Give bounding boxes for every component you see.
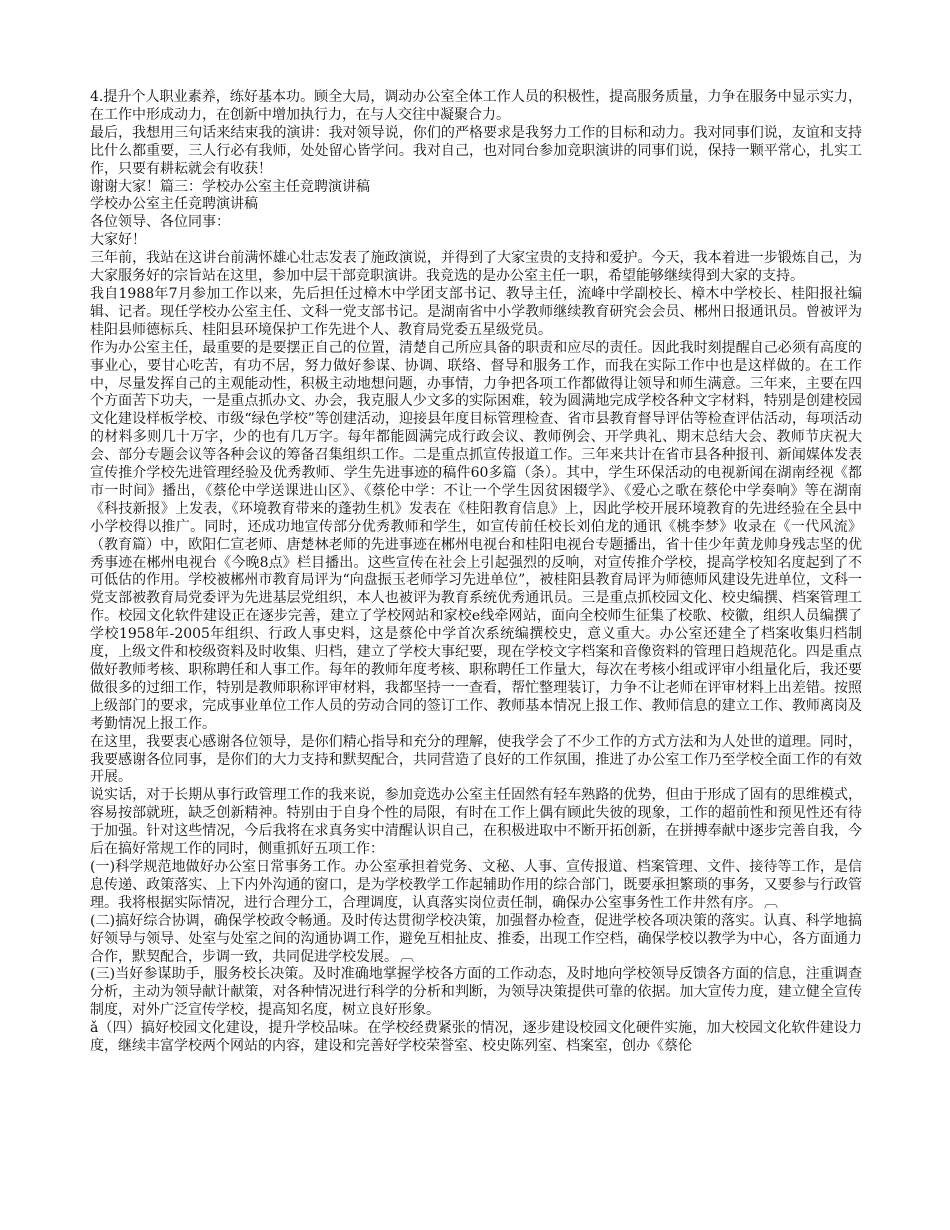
paragraph-2: 最后，我想用三句话来结束我的演讲：我对领导说，你们的严格要求是我努力工作的目标和动力。我对同事们说，友谊和支持比什么都重要，三人行必有我师，处处留心皆学问。我对自己，也对同台参加竞职演讲的同事们说，保持一颗平常心，扎实工作，只要有耕耘就会有收获！ bbox=[90, 124, 862, 177]
lead-glyph: ǎ bbox=[90, 1020, 99, 1037]
paragraph-11: 说实话，对于长期从事行政管理工作的我来说，参加竞选办公室主任固然有轻车熟路的优势，但由于形成了固有的思维模式，容易按部就班，缺乏创新精神。特别由于自身个性的局限，有时在工作上偶有顾此失彼的现象，工作的超前性和预见性还有待于加强。针对这些情况，今后我将在求真务实中清醒认识自己，在积极进取中不断开拓创新，在拼搏奉献中逐步完善自我，今后在搞好常规工作的同时，侧重抓好五项工作： bbox=[90, 787, 862, 858]
paragraph-4: 学校办公室主任竞聘演讲稿 bbox=[90, 196, 258, 213]
paragraph-9: 作为办公室主任，最重要的是要摆正自己的位置，清楚自己所应具备的职责和应尽的责任。因此我时刻提醒自己必须有高度的事业心，要甘心吃苦，有功不居，努力做好参谋、协调、联络、督导和服务工作，而我在实际工作中也是这样做的。在工作中，尽量发挥自己的主观能动性，积极主动地想问题，办事情，力争把各项工作都做得让领导和师生满意。三年来，主要在四个方面苦下功夫，一是重点抓办文、办会，我克服人少文多的实际困难，较为圆满地完成学校各种文字材料，特别是创建校园文化建设样板学校、市级“绿色学校”等创建活动，迎接县年度目标管理检查、省市县教育督导评估等检查评估活动，每项活动的材料多则几十万字，少的也有几万字。每年都能圆满完成行政会议、教师例会、开学典礼、期末总结大会、教师节庆祝大会、部分专题会议等各种会议的筹备召集组织工作。二是重点抓宣传报道工作。三年来共计在省市县各种报刊、新闻媒体发表宣传推介学校先进管理经验及优秀教师、学生先进事迹的稿件60多篇（条）。其中，学生环保活动的电视新闻在湖南经视《都市一时间》播出，《蔡伦中学送课进山区》、《蔡伦中学：不让一个学生因贫困辍学》、《爱心之歌在蔡伦中学奏响》等在湖南《科技新报》上发表，《环境教育带来的蓬勃生机》发表在《桂阳教育信息》上，因此学校开展环境教育的先进经验在全县中小学校得以推广。同时，还成功地宣传部分优秀教师和学生，如宣传前任校长刘伯龙的通讯《桃李梦》收录在《一代风流》（教育篇）中，欧阳仁宣老师、唐楚林老师的先进事迹在郴州电视台和桂阳电视台专题播出，省十佳少年黄龙帅身残志坚的优秀事迹在郴州电视台《今晚8点》栏目播出。这些宣传在社会上引起强烈的反响，对宣传推介学校，提高学校知名度起到了不可低估的作用。学校被郴州市教育局评为“向盘振玉老师学习先进单位”，被桂阳县教育局评为师德师风建设先进单位，文科一党支部被教育局党委评为先进基层党组织，本人也被评为教育系统优秀通讯员。三是重点抓校园文化、校史编撰、档案管理工作。校园文化软件建设正在逐步完善，建立了学校网站和家校e线牵网站，面向全校师生征集了校歌、校徽，组织人员编撰了学校1958年-2005年组织、行政人事史料，这是蔡伦中学首次系统编撰校史，意义重大。办公室还建全了档案收集归档制度，上级文件和校级资料及时收集、归档，建立了学校大事纪要，现在学校文字档案和音像资料的管理日趋规范化。四是重点做好教师考核、职称聘任和人事工作。每年的教师年度考核、职称聘任工作量大，每次在考核小组或评审小组量化后，我还要做很多的过细工作，特别是教师职称评审材料，我都坚持一一查看，帮忙整理装订，力争不让老师在评审材料上出差错。按照上级部门的要求，完成事业单位工作人员的劳动合同的签订工作、教师基本情况上报工作、教师信息的建立工作、教师离岗及考勤情况上报工作。 bbox=[90, 339, 862, 732]
document-body bbox=[90, 89, 862, 1056]
paragraph-10: 在这里，我要衷心感谢各位领导，是你们精心指导和充分的理解，使我学会了不少工作的方式方法和为人处世的道理。同时，我要感谢各位同事，是你们的大力支持和默契配合，共同营造了良好的工作氛围，推进了办公室工作乃至学校全面工作的有效开展。 bbox=[90, 733, 862, 786]
paragraph-7: 三年前，我站在这讲台前满怀雄心壮志发表了施政演说，并得到了大家宝贵的支持和爱护。今天，我本着进一步锻炼自己，为大家服务好的宗旨站在这里，参加中层干部竞职演讲。我竞选的是办公室主任一职，希望能够继续得到大家的支持。 bbox=[90, 250, 862, 285]
paragraph-13 bbox=[90, 913, 862, 967]
paragraph-8: 我自1988年7月参加工作以来，先后担任过樟木中学团支部书记、教导主任，流峰中学副校长、樟木中学校长、桂阳报社编辑、记者。现任学校办公室主任、文科一党支部书记。是湖南省中小学教师继续教育研究会会员、郴州日报通讯员。曾被评为桂阳县师德标兵、桂阳县环境保护工作先进个人、教育局党委五星级党员。 bbox=[90, 285, 862, 338]
paragraph-12-text: (一)科学规范地做好办公室日常事务工作。办公室承担着党务、文秘、人事、宣传报道、档案管理、文件、接待等工作，是信息传递、政策落实、上下内外沟通的窗口，是为学校教学工作起辅助作用的综合部门，既要承担繁琐的事务，又要参与行政管理。我将根据实际情况，进行合理分工，合理调度，认真落实岗位责任制，确保办公室事务性工作井然有序。 bbox=[90, 858, 862, 911]
paragraph-6: 大家好！ bbox=[90, 232, 146, 249]
paragraph-5: 各位领导、各位同事： bbox=[90, 214, 230, 231]
paragraph-15-text: （四）搞好校园文化建设，提升学校品味。在学校经费紧张的情况，逐步建设校园文化硬件实施，加大校园文化软件建设力度，继续丰富学校两个网站的内容，建设和完善好学校荣誉室、校史陈列室、档案室，创办《蔡伦 bbox=[90, 1020, 862, 1055]
break-mark-2: ︹ bbox=[400, 948, 414, 965]
paragraph-1: 4.提升个人职业素养，练好基本功。顾全大局，调动办公室全体工作人员的积极性，提高服务质量，力争在服务中显示实力，在工作中形成动力，在创新中增加执行力，在与人交往中凝聚合力。 bbox=[90, 89, 862, 123]
break-mark-1: ︹ bbox=[764, 894, 778, 911]
paragraph-3: 谢谢大家！篇三：学校办公室主任竞聘演讲稿 bbox=[90, 178, 370, 195]
paragraph-12 bbox=[90, 859, 862, 913]
paragraph-13-text: (二)搞好综合协调，确保学校政令畅通。及时传达贯彻学校决策，加强督办检查，促进学校各项决策的落实。认真、科学地搞好领导与领导、处室与处室之间的沟通协调工作，避免互相扯皮、推委，出现工作空档，确保学校以教学为中心，各方面通力合作，默契配合，步调一致，共同促进学校发展。 bbox=[90, 912, 862, 965]
paragraph-14: (三)当好参谋助手，服务校长决策。及时准确地掌握学校各方面的工作动态，及时地向学校领导反馈各方面的信息，注重调查分析，主动为领导献计献策，对各种情况进行科学的分析和判断，为领导决策提供可靠的依据。加大宣传力度，建立健全宣传制度，对外广泛宣传学校，提高知名度，树立良好形象。 bbox=[90, 966, 862, 1019]
paragraph-15 bbox=[90, 1020, 862, 1056]
